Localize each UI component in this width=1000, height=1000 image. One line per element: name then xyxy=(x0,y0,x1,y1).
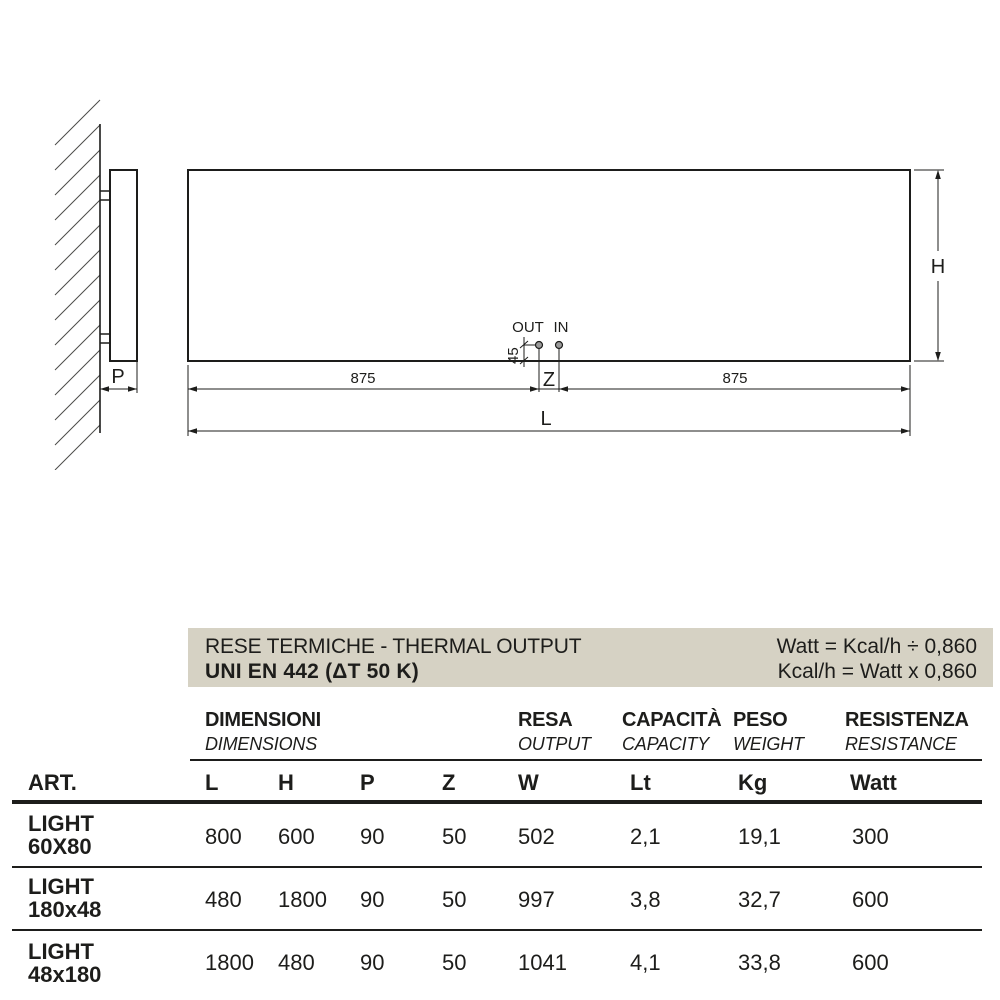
dimension-l xyxy=(188,408,910,434)
dimension-label-45: 45 xyxy=(505,347,522,364)
group-sublabel: WEIGHT xyxy=(733,734,804,754)
column-header-lt: Lt xyxy=(630,770,651,795)
formula-line2: Kcal/h = Watt x 0,860 xyxy=(777,660,977,683)
group-label: CAPACITÀ xyxy=(622,709,722,731)
article-line1: LIGHT xyxy=(28,874,94,899)
column-header-p: P xyxy=(360,770,375,795)
column-header-l: L xyxy=(205,770,219,795)
article-line1: LIGHT xyxy=(28,811,94,836)
dimension-h xyxy=(914,170,945,361)
group-label: DIMENSIONI xyxy=(205,709,321,731)
dimension-label-875-left: 875 xyxy=(350,370,376,387)
article-line2: 48x180 xyxy=(28,962,102,987)
cell-kg: 33,8 xyxy=(738,950,781,975)
article-name xyxy=(28,812,94,858)
cell-h: 480 xyxy=(278,950,315,975)
cell-z: 50 xyxy=(442,824,467,849)
cell-l: 480 xyxy=(205,887,242,912)
article-line1: LIGHT xyxy=(28,939,94,964)
header-rule-thick xyxy=(12,800,982,804)
in-label: IN xyxy=(553,319,569,336)
column-header-watt: Watt xyxy=(850,770,897,795)
dimension-label-l: L xyxy=(540,408,552,430)
conversion-formulas xyxy=(777,634,977,687)
column-header-kg: Kg xyxy=(738,770,768,795)
article-line2: 60X80 xyxy=(28,834,92,859)
group-resa xyxy=(518,708,591,756)
column-header-w: W xyxy=(518,770,539,795)
cell-h: 1800 xyxy=(278,887,327,912)
cell-h: 600 xyxy=(278,824,315,849)
cell-p: 90 xyxy=(360,950,385,975)
cell-lt: 4,1 xyxy=(630,950,661,975)
cell-watt: 600 xyxy=(852,950,889,975)
dimension-label-z: Z xyxy=(542,369,556,391)
cell-p: 90 xyxy=(360,824,385,849)
out-connection xyxy=(536,342,543,349)
dimension-p xyxy=(100,361,137,393)
cell-kg: 19,1 xyxy=(738,824,781,849)
column-header-z: Z xyxy=(442,770,456,795)
cell-w: 997 xyxy=(518,887,555,912)
column-header-h: H xyxy=(278,770,294,795)
cell-lt: 2,1 xyxy=(630,824,661,849)
dimension-label-p: P xyxy=(111,366,125,388)
thermal-output-title xyxy=(205,634,581,687)
group-sublabel: RESISTANCE xyxy=(845,734,957,754)
group-capacita xyxy=(622,708,721,756)
radiator-side-view xyxy=(100,170,137,361)
cell-z: 50 xyxy=(442,950,467,975)
column-header-art: ART. xyxy=(28,770,77,795)
group-label: RESISTENZA xyxy=(845,709,969,731)
cell-lt: 3,8 xyxy=(630,887,661,912)
title-line1: RESE TERMICHE - THERMAL OUTPUT xyxy=(205,635,582,658)
group-label: RESA xyxy=(518,709,573,731)
cell-w: 1041 xyxy=(518,950,567,975)
group-resistenza xyxy=(845,708,969,756)
group-peso xyxy=(733,708,804,756)
thermal-output-header xyxy=(188,628,993,687)
formula-line1: Watt = Kcal/h ÷ 0,860 xyxy=(776,635,977,658)
cell-l: 1800 xyxy=(205,950,254,975)
title-line2: UNI EN 442 (ΔT 50 K) xyxy=(205,660,419,683)
radiator-front-view xyxy=(188,170,910,361)
article-line2: 180x48 xyxy=(28,897,102,922)
dimension-label-875-right: 875 xyxy=(722,370,748,387)
group-label: PESO xyxy=(733,709,788,731)
article-name xyxy=(28,875,101,921)
cell-w: 502 xyxy=(518,824,555,849)
group-sublabel: DIMENSIONS xyxy=(205,734,318,754)
group-dimensioni xyxy=(205,708,321,756)
cell-watt: 600 xyxy=(852,887,889,912)
dimension-label-h: H xyxy=(930,256,946,278)
group-sublabel: OUTPUT xyxy=(518,734,591,754)
row-separator xyxy=(12,866,982,868)
technical-drawing xyxy=(0,0,1000,470)
cell-p: 90 xyxy=(360,887,385,912)
group-sublabel: CAPACITY xyxy=(622,734,710,754)
wall-hatch xyxy=(55,100,100,470)
group-header-rule xyxy=(190,759,982,761)
in-connection xyxy=(556,342,563,349)
article-name xyxy=(28,940,101,986)
cell-z: 50 xyxy=(442,887,467,912)
row-separator xyxy=(12,929,982,931)
cell-watt: 300 xyxy=(852,824,889,849)
cell-kg: 32,7 xyxy=(738,887,781,912)
out-label: OUT xyxy=(512,319,544,336)
cell-l: 800 xyxy=(205,824,242,849)
